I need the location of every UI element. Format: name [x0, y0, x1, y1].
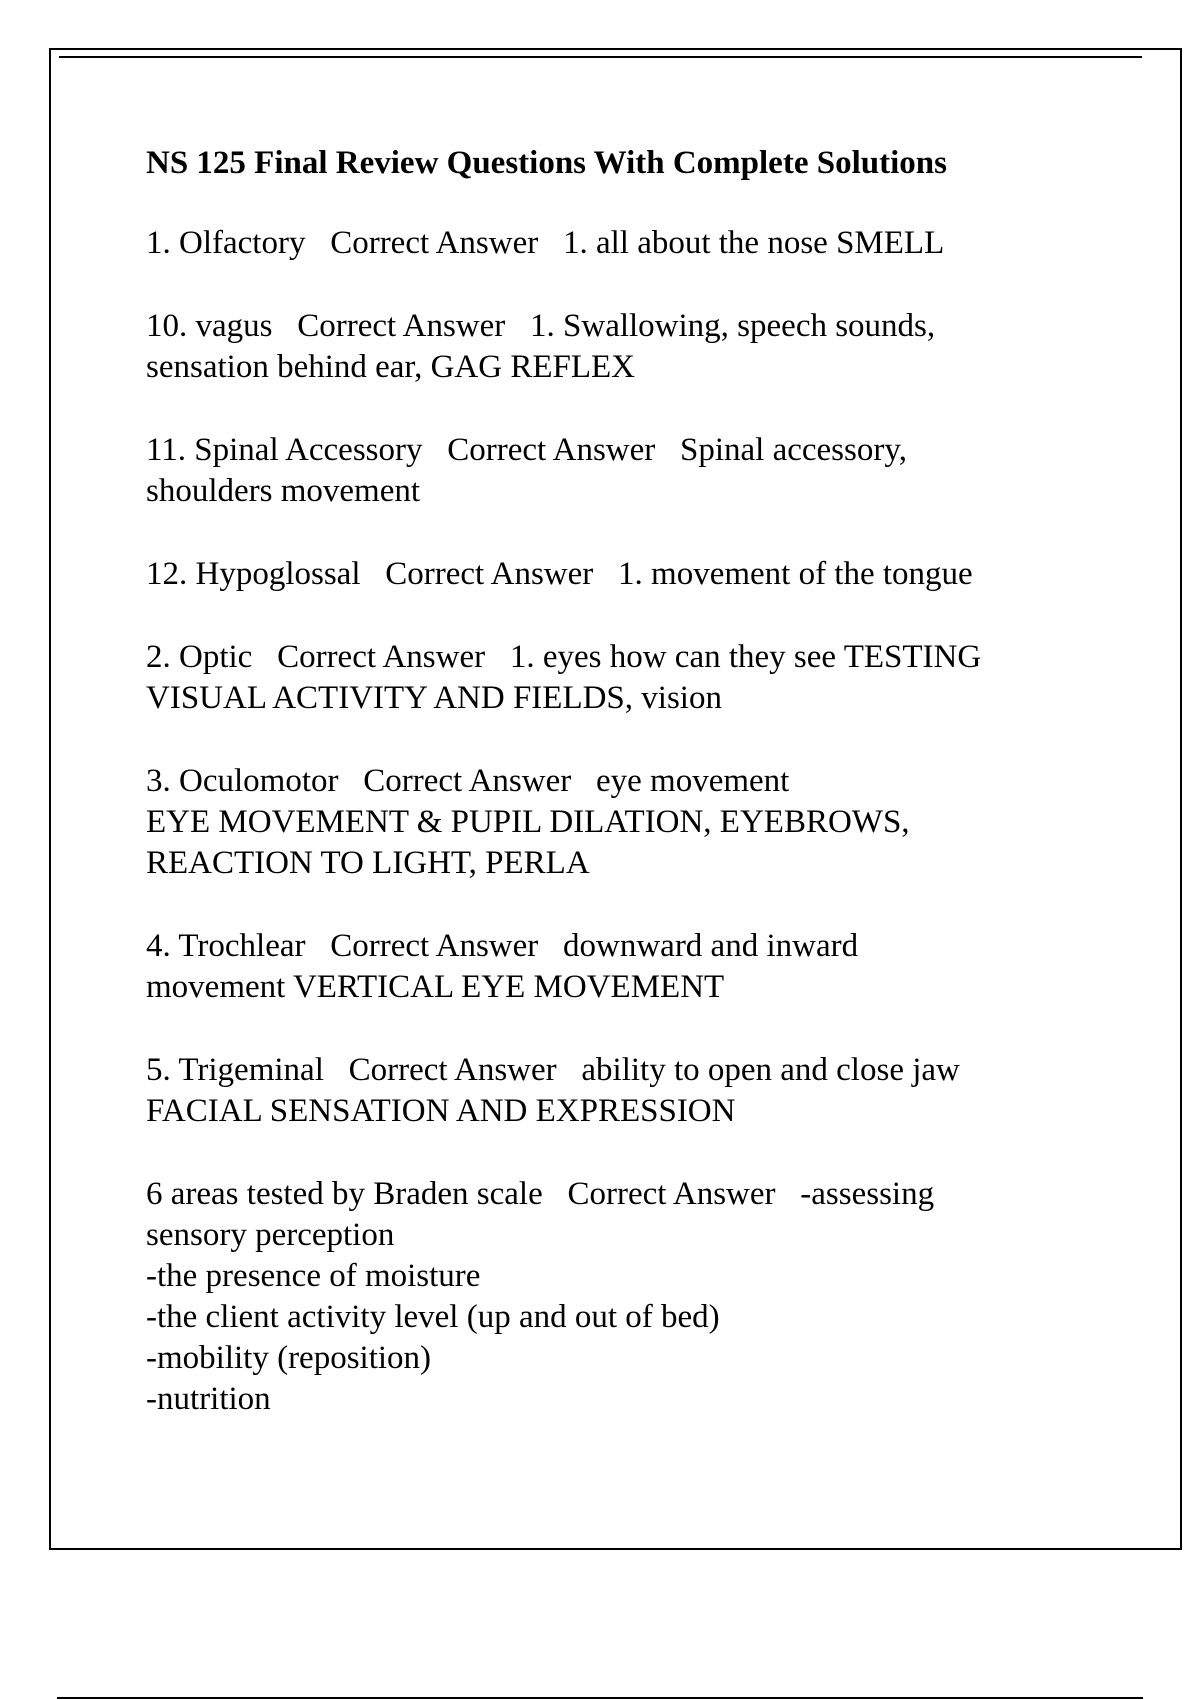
qa-entry [146, 306, 1106, 388]
qa-entry-line: shoulders movement [146, 473, 421, 509]
qa-entry-line: EYE MOVEMENT & PUPIL DILATION, EYEBROWS, [146, 804, 910, 840]
qa-entry [146, 1174, 1106, 1420]
qa-entry-line: 6 areas tested by Braden scale Correct Answer -assessing [146, 1176, 935, 1212]
qa-entry-line: -nutrition [146, 1381, 271, 1417]
qa-entry-line: sensation behind ear, GAG REFLEX [146, 349, 636, 385]
qa-entry-line: -the client activity level (up and out of bed) [146, 1299, 720, 1335]
document-body [146, 143, 1106, 1462]
qa-entry-line: 12. Hypoglossal Correct Answer 1. movement of the tongue [146, 556, 973, 592]
qa-entry-line: 2. Optic Correct Answer 1. eyes how can they see TESTING [146, 639, 982, 675]
qa-entry-line: REACTION TO LIGHT, PERLA [146, 845, 590, 881]
qa-entry [146, 430, 1106, 512]
qa-entry-line: -the presence of moisture [146, 1258, 481, 1294]
qa-entry [146, 1050, 1106, 1132]
document-title: NS 125 Final Review Questions With Complete Solutions [146, 145, 947, 181]
qa-entry [146, 223, 1106, 264]
qa-entry-line: VISUAL ACTIVITY AND FIELDS, vision [146, 680, 722, 716]
top-rule [59, 56, 1142, 58]
qa-entry-line: FACIAL SENSATION AND EXPRESSION [146, 1093, 736, 1129]
qa-entry-line: movement VERTICAL EYE MOVEMENT [146, 969, 725, 1005]
qa-entry [146, 926, 1106, 1008]
qa-entry-line: 4. Trochlear Correct Answer downward and inward [146, 928, 859, 964]
qa-list [146, 223, 1106, 1420]
qa-entry-line: 5. Trigeminal Correct Answer ability to open and close jaw [146, 1052, 960, 1088]
qa-entry [146, 554, 1106, 595]
bottom-rule [57, 1697, 1143, 1699]
qa-entry [146, 637, 1106, 719]
qa-entry-line: 1. Olfactory Correct Answer 1. all about the nose SMELL [146, 225, 945, 261]
qa-entry-line: 3. Oculomotor Correct Answer eye movement [146, 763, 790, 799]
qa-entry [146, 761, 1106, 884]
qa-entry-line: -mobility (reposition) [146, 1340, 432, 1376]
qa-entry-line: sensory perception [146, 1217, 395, 1253]
qa-entry-line: 10. vagus Correct Answer 1. Swallowing, speech sounds, [146, 308, 936, 344]
qa-entry-line: 11. Spinal Accessory Correct Answer Spinal accessory, [146, 432, 907, 468]
